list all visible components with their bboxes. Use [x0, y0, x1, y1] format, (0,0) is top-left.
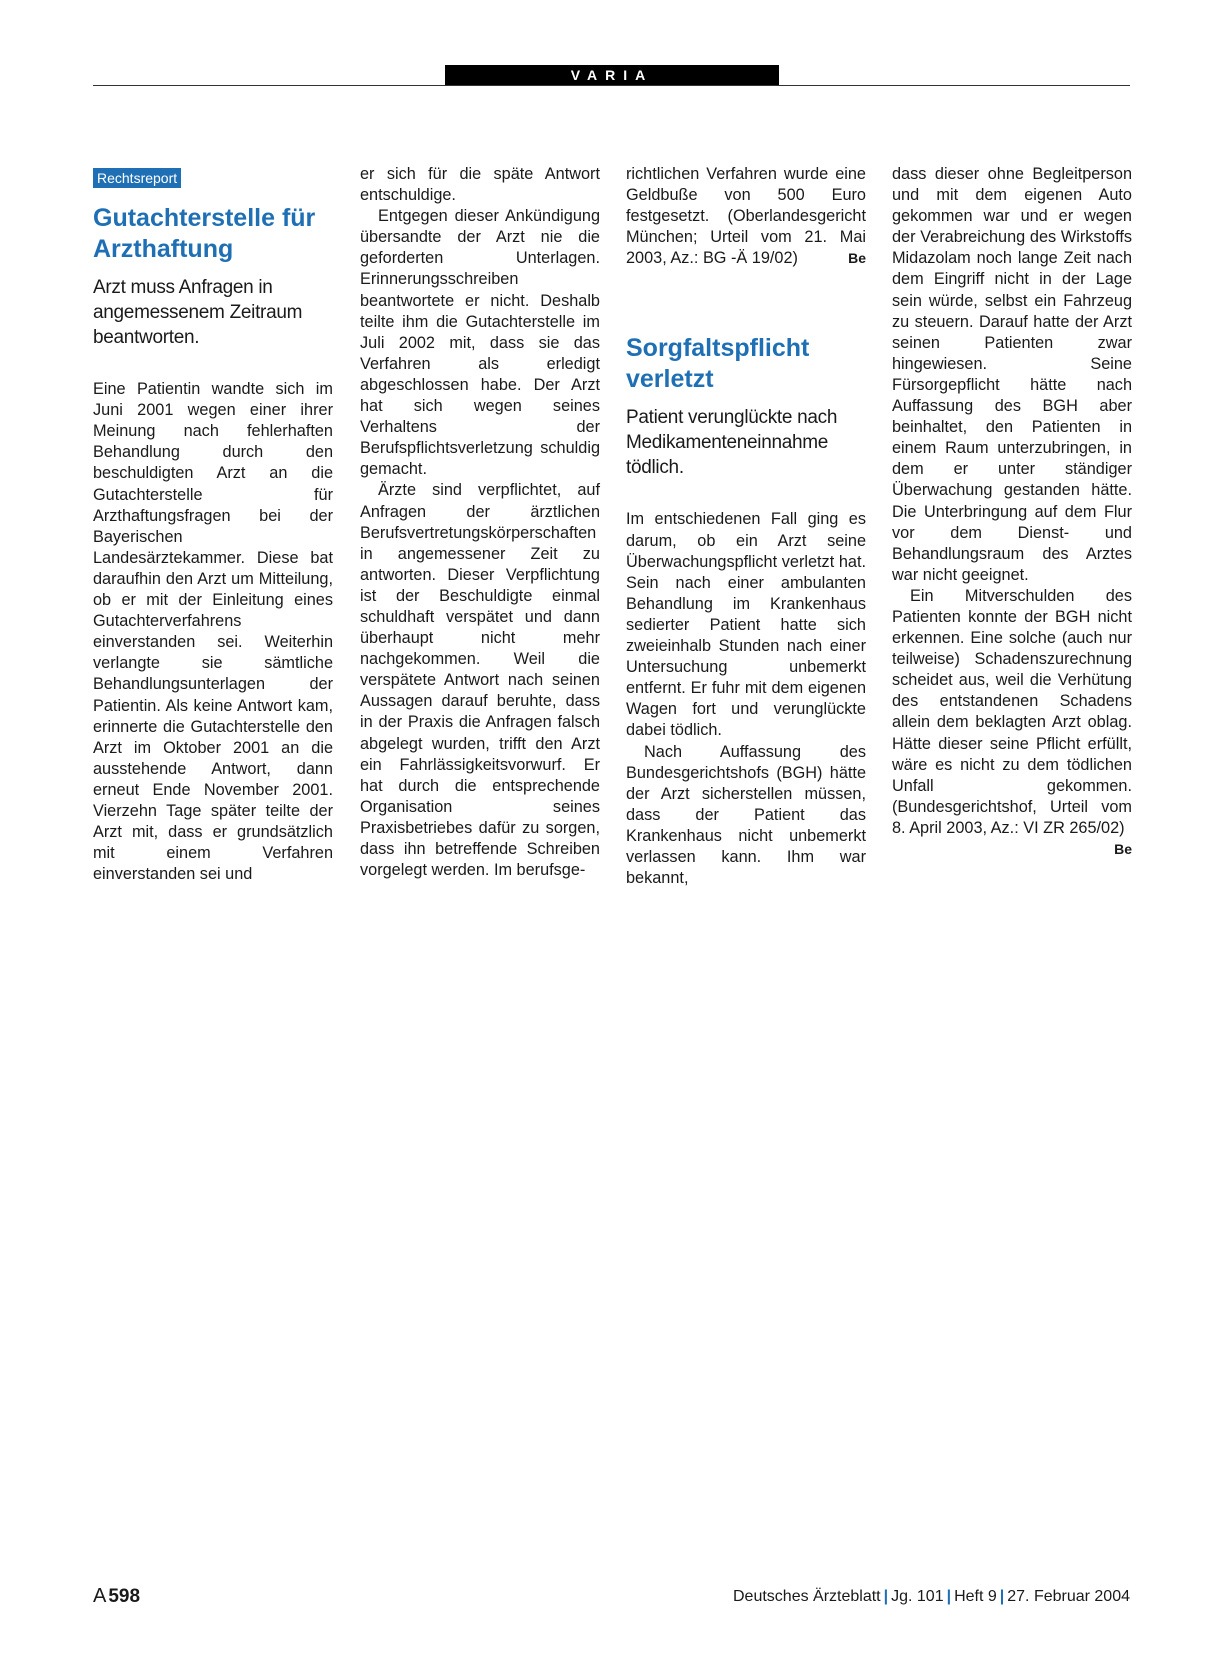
- column-3: [626, 164, 866, 889]
- article-1-paragraph: [626, 164, 866, 269]
- page-number-value: 598: [108, 1586, 141, 1607]
- article-2-title: Sorgfaltspflicht verletzt: [626, 334, 810, 394]
- article-2-closing-text: Ein Mitverschulden des Patienten konnte der BGH nicht erkennen. Eine solche (auch nur teilweise) Schadenszurechnung scheidet aus, weil die Verhütung des entstandenen Schadens allein dem beklagten Arzt oblag. Hätte dieser seine Pflicht erfüllt, wäre es nicht zu dem tödlichen Unfall gekommen. (Bundesgerichtshof, Urteil vom 8. April 2003, Az.: VI ZR 265/02): [892, 586, 1132, 837]
- article-1-paragraph: Ärzte sind verpflichtet, auf Anfragen der ärztlichen Berufsvertretungskörperschaften in angemessener Zeit zu antworten. Dieser Verpflichtung ist der Beschuldigte einmal schuldhaft verspätet und dann überhaupt nicht mehr nachgekommen. Weil die verspätete Antwort nach seinen Aussagen darauf beruhte, dass in der Praxis die Anfragen falsch abgelegt wurden, trifft den Arzt ein Fahrlässigkeitsvorwurf. Er hat durch die entsprechende Organisation seines Praxisbetriebes dafür zu sorgen, dass ihn betreffende Schreiben vorgelegt werden. Im berufsge-: [360, 481, 600, 880]
- article-2-paragraph: [892, 586, 1132, 857]
- column-2: [360, 164, 600, 881]
- page-number: [93, 1585, 140, 1608]
- article-1-title: Gutachterstelle für Arzthaftung: [93, 204, 316, 264]
- article-1-closing-text: richtlichen Verfahren wurde eine Geldbuße von 500 Euro festgesetzt. (Oberlandesgericht München; Urteil vom 21. Mai 2003, Az.: BG -Ä 19/02): [626, 165, 866, 268]
- page-prefix: A: [93, 1585, 107, 1607]
- column-4: [892, 164, 1132, 860]
- journal-date: 27. Februar 2004: [1007, 1588, 1130, 1605]
- journal-name: Deutsches Ärzteblatt: [733, 1588, 881, 1605]
- article-2-signature: Be: [1114, 841, 1132, 857]
- article-2-paragraph: Nach Auffassung des Bundesgerichtshofs (BGH) hätte der Arzt sicherstellen müssen, dass der Patient das Krankenhaus nicht unbemerkt verlassen kann. Ihm war bekannt,: [626, 742, 866, 888]
- rubric-badge: Rechtsreport: [93, 168, 181, 188]
- article-2-paragraph: dass dieser ohne Begleitperson und mit dem eigenen Auto gekommen war und er wegen der Verabreichung des Wirkstoffs Midazolam noch lange Zeit nach dem Eingriff nicht in der Lage sein würde, selbst ein Fahrzeug zu steuern. Darauf hatte der Arzt seinen Patienten zwar hingewiesen. Seine Fürsorgepflicht hätte nach Auffassung des BGH aber beinhaltet, den Patienten in einem Raum unterzubringen, in dem er unter ständiger Überwachung gestanden hätte. Die Unterbringung auf dem Flur vor dem Dienst- und Behandlungsraum des Arztes war nicht geeignet.: [892, 165, 1132, 584]
- article-1-paragraph: Entgegen dieser Ankündigung übersandte der Arzt nie die geforderten Unterlagen. Erinnerungsschreiben beantwortete er nicht. Deshalb teilte ihm die Gutachterstelle im Juli 2002 mit, dass sie das Verfahren als erledigt abgeschlossen habe. Der Arzt hat sich wegen seines Verhaltens der Berufspflichtsverletzung schuldig gemacht.: [360, 207, 600, 479]
- article-1-signature: Be: [848, 250, 866, 267]
- journal-issue: Heft 9: [954, 1588, 997, 1605]
- journal-footer: Deutsches Ärzteblatt | Jg. 101 | Heft 9 | 27. Februar 2004: [733, 1588, 1130, 1605]
- header-rule: [93, 85, 1130, 86]
- section-header: VARIA: [445, 65, 779, 86]
- article-1-subtitle: Arzt muss Anfragen in angemessenem Zeitraum beantworten.: [93, 277, 303, 349]
- journal-volume: Jg. 101: [891, 1588, 944, 1605]
- column-1: [93, 164, 333, 885]
- article-2-paragraph: Im entschiedenen Fall ging es darum, ob ein Arzt seine Überwachungspflicht verletzt hat. Sein nach einer ambulanten Behandlung im Krankenhaus sedierter Patient hatte sich zweieinhalb Stunden nach einer Untersuchung unbemerkt entfernt. Er fuhr mit dem eigenen Wagen fort und verunglückte dabei tödlich.: [626, 510, 866, 740]
- article-1-paragraph: Eine Patientin wandte sich im Juni 2001 wegen einer ihrer Meinung nach fehlerhaften Behandlung durch den beschuldigten Arzt an die Gutachterstelle für Arzthaftungsfragen bei der Bayerischen Landesärztekammer. Diese bat daraufhin den Arzt um Mitteilung, ob er mit der Einleitung eines Gutachterverfahrens einverstanden sei. Weiterhin verlangte sie sämtliche Behandlungsunterlagen der Patientin. Als keine Antwort kam, erinnerte die Gutachterstelle den Arzt im Oktober 2001 an die ausstehende Antwort, dann erneut Ende November 2001. Vierzehn Tage später teilte der Arzt mit, dass er grundsätzlich mit einem Verfahren einverstanden sei und: [93, 380, 333, 884]
- article-1-paragraph: er sich für die späte Antwort entschuldige.: [360, 165, 600, 205]
- article-2-subtitle: Patient verunglückte nach Medikamenteneinnahme tödlich.: [626, 407, 838, 479]
